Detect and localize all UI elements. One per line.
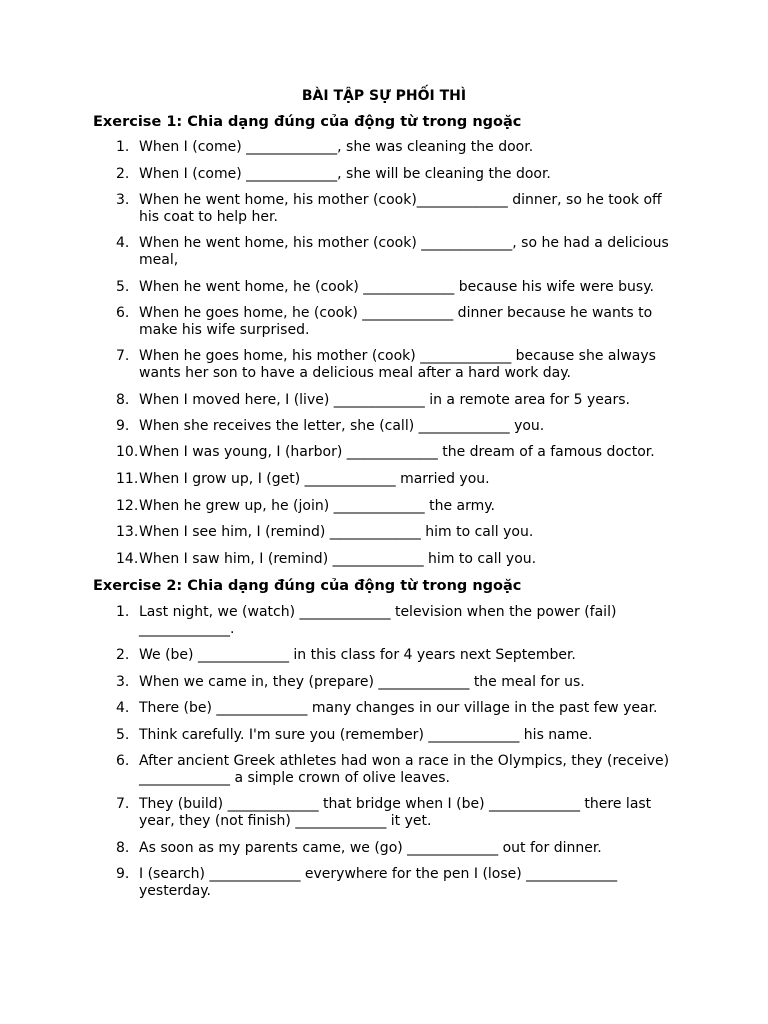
list-item [116, 840, 686, 857]
item-number: 6. [116, 753, 130, 769]
item-text: When I see him, I (remind) _____________ him to call you. [139, 524, 534, 540]
item-text: We (be) _____________ in this class for 4 years next September. [139, 647, 576, 663]
item-number: 3. [116, 192, 130, 208]
list-item [116, 604, 686, 638]
item-text: When he goes home, his mother (cook) _____________ because she always wants her son to have a delicious meal after a hard work day. [139, 348, 656, 381]
list-item [116, 348, 686, 382]
item-text: When he went home, he (cook) _____________ because his wife were busy. [139, 279, 654, 295]
item-number: 1. [116, 139, 130, 155]
item-number: 4. [116, 700, 130, 716]
list-item [116, 235, 686, 269]
item-text: I (search) _____________ everywhere for the pen I (lose) _____________ yesterday. [139, 866, 618, 899]
item-text: There (be) _____________ many changes in our village in the past few year. [139, 700, 658, 716]
item-text: When he goes home, he (cook) _____________ dinner because he wants to make his wife surprised. [139, 305, 653, 338]
item-text: When we came in, they (prepare) _____________ the meal for us. [139, 674, 585, 690]
list-item [116, 700, 686, 717]
list-item [116, 498, 686, 515]
list-item [116, 551, 686, 568]
list-item [116, 139, 686, 156]
list-item [116, 166, 686, 183]
item-number: 5. [116, 279, 130, 295]
item-number: 8. [116, 840, 130, 856]
item-number: 7. [116, 796, 130, 812]
list-item [116, 279, 686, 296]
item-text: When I was young, I (harbor) _____________ the dream of a famous doctor. [139, 444, 655, 460]
list-item [116, 444, 686, 461]
item-text: Last night, we (watch) _____________ television when the power (fail) _____________. [139, 604, 617, 637]
item-text: After ancient Greek athletes had won a race in the Olympics, they (receive) _____________ a simple crown of olive leaves. [139, 753, 670, 786]
exercise-2-heading: Exercise 2: Chia dạng đúng của động từ trong ngoặc [93, 578, 522, 594]
item-text: As soon as my parents came, we (go) _____________ out for dinner. [139, 840, 602, 856]
list-item [116, 796, 686, 830]
list-item [116, 674, 686, 691]
item-number: 1. [116, 604, 130, 620]
list-item [116, 305, 686, 339]
item-number: 13. [116, 524, 139, 540]
item-number: 2. [116, 166, 130, 182]
item-number: 2. [116, 647, 130, 663]
item-number: 11. [116, 471, 139, 487]
item-text: Think carefully. I'm sure you (remember) _____________ his name. [139, 727, 593, 743]
list-item [116, 866, 686, 900]
item-text: When I moved here, I (live) _____________ in a remote area for 5 years. [139, 392, 630, 408]
item-number: 12. [116, 498, 139, 514]
item-text: When he went home, his mother (cook)_____________ dinner, so he took off his coat to help her. [139, 192, 662, 225]
item-number: 4. [116, 235, 130, 251]
item-number: 10. [116, 444, 139, 460]
list-item [116, 524, 686, 541]
list-item [116, 647, 686, 664]
item-number: 8. [116, 392, 130, 408]
item-text: They (build) _____________ that bridge when I (be) _____________ there last year, they (not finish) _____________ it yet. [139, 796, 652, 829]
item-text: When he grew up, he (join) _____________ the army. [139, 498, 495, 514]
item-number: 6. [116, 305, 130, 321]
item-number: 5. [116, 727, 130, 743]
exercise-1-heading: Exercise 1: Chia dạng đúng của động từ trong ngoặc [93, 114, 522, 130]
page-title: BÀI TẬP SỰ PHỐI THÌ [301, 88, 467, 104]
list-item [116, 471, 686, 488]
list-item [116, 392, 686, 409]
item-number: 9. [116, 866, 130, 882]
item-text: When I saw him, I (remind) _____________ him to call you. [139, 551, 537, 567]
item-text: When I grow up, I (get) _____________ married you. [139, 471, 490, 487]
item-number: 7. [116, 348, 130, 364]
list-item [116, 753, 686, 787]
item-text: When she receives the letter, she (call) _____________ you. [139, 418, 545, 434]
item-text: When I (come) _____________, she will be cleaning the door. [139, 166, 551, 182]
list-item [116, 418, 686, 435]
item-number: 9. [116, 418, 130, 434]
item-number: 14. [116, 551, 139, 567]
list-item [116, 727, 686, 744]
list-item [116, 192, 686, 226]
item-text: When he went home, his mother (cook) _____________, so he had a delicious meal, [139, 235, 669, 268]
item-number: 3. [116, 674, 130, 690]
item-text: When I (come) _____________, she was cleaning the door. [139, 139, 534, 155]
